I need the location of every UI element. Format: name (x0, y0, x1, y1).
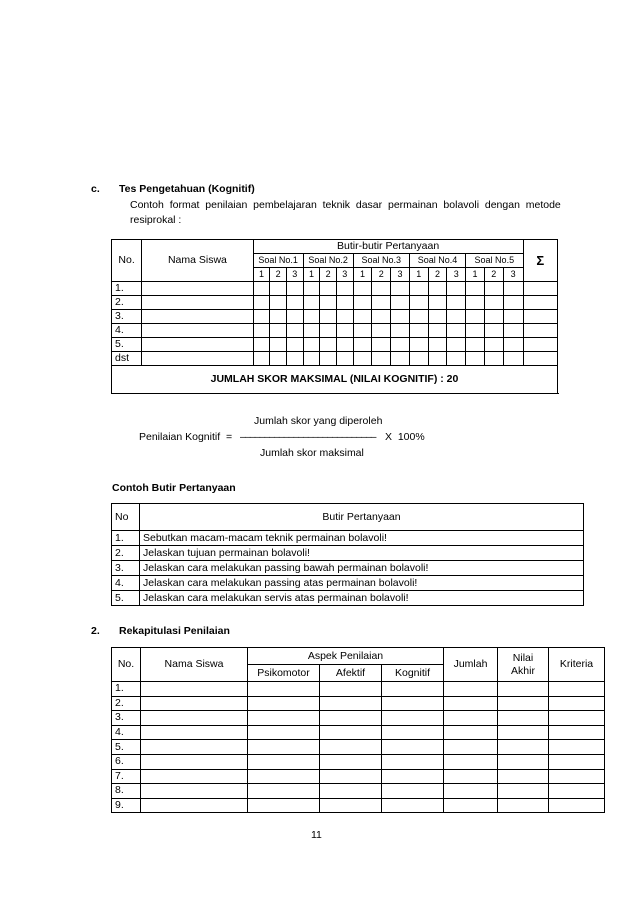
empty-cell (391, 282, 410, 296)
empty-cell (270, 338, 287, 352)
table-row (112, 725, 605, 740)
empty-cell (523, 282, 557, 296)
empty-cell (444, 682, 498, 697)
empty-cell (320, 740, 382, 755)
table-row (112, 740, 605, 755)
empty-cell (391, 352, 410, 366)
empty-cell (484, 296, 503, 310)
section-c-marker: c. (91, 183, 100, 195)
empty-cell (248, 711, 320, 726)
empty-cell (353, 310, 372, 324)
kognitif-footer: JUMLAH SKOR MAKSIMAL (NILAI KOGNITIF) : 20 (112, 366, 558, 394)
empty-cell (523, 310, 557, 324)
formula-dashes: –––––––––––––––––––––––––––– (240, 431, 376, 443)
row-number: 4. (112, 324, 142, 338)
soal-header: Soal No.2 (303, 254, 353, 268)
empty-cell (503, 282, 523, 296)
empty-cell (484, 324, 503, 338)
empty-cell (466, 310, 485, 324)
section-c-intro-line2: resiprokal : (130, 214, 182, 226)
empty-cell (444, 725, 498, 740)
row-number: 5. (112, 740, 141, 755)
empty-cell (141, 682, 248, 697)
empty-cell (270, 282, 287, 296)
empty-cell (428, 324, 447, 338)
empty-cell (549, 696, 605, 711)
empty-cell (320, 682, 382, 697)
empty-cell (372, 296, 391, 310)
table-row (112, 754, 605, 769)
empty-cell (141, 769, 248, 784)
table-row (112, 696, 605, 711)
row-number: 4. (112, 725, 141, 740)
kognitif-table (111, 239, 558, 394)
empty-cell (466, 338, 485, 352)
empty-cell (444, 798, 498, 813)
empty-cell (409, 352, 428, 366)
empty-cell (142, 296, 253, 310)
empty-cell (484, 282, 503, 296)
sub-header: 2 (270, 268, 287, 282)
empty-cell (303, 310, 320, 324)
empty-cell (372, 310, 391, 324)
empty-cell (248, 769, 320, 784)
row-number: 2. (112, 296, 142, 310)
empty-cell (320, 784, 382, 799)
section-2-title: Rekapitulasi Penilaian (119, 625, 230, 637)
row-number: 6. (112, 754, 141, 769)
empty-cell (353, 338, 372, 352)
empty-cell (466, 282, 485, 296)
table-row (112, 324, 558, 338)
empty-cell (444, 784, 498, 799)
rekap-table (111, 647, 605, 813)
sub-header: 3 (336, 268, 353, 282)
empty-cell (336, 310, 353, 324)
empty-cell (320, 798, 382, 813)
empty-cell (484, 310, 503, 324)
empty-cell (336, 352, 353, 366)
section-c-title: Tes Pengetahuan (Kognitif) (119, 183, 255, 195)
empty-cell (447, 282, 466, 296)
empty-cell (428, 282, 447, 296)
empty-cell (253, 310, 270, 324)
empty-cell (372, 324, 391, 338)
empty-cell (142, 352, 253, 366)
empty-cell (320, 282, 337, 296)
empty-cell (320, 296, 337, 310)
aspek-header: Afektif (320, 665, 382, 682)
empty-cell (466, 296, 485, 310)
empty-cell (353, 296, 372, 310)
empty-cell (428, 338, 447, 352)
empty-cell (498, 725, 549, 740)
table-row (112, 798, 605, 813)
empty-cell (549, 769, 605, 784)
empty-cell (270, 352, 287, 366)
section-2-marker: 2. (91, 625, 100, 637)
empty-cell (444, 769, 498, 784)
formula-numerator: Jumlah skor yang diperoleh (254, 415, 383, 427)
empty-cell (248, 754, 320, 769)
empty-cell (549, 740, 605, 755)
empty-cell (141, 696, 248, 711)
question-text: Jelaskan cara melakukan passing bawah permainan bolavoli! (140, 561, 584, 576)
row-number: 5. (112, 591, 140, 606)
empty-cell (253, 296, 270, 310)
soal-header: Soal No.3 (353, 254, 409, 268)
formula-times: X 100% (385, 431, 425, 443)
empty-cell (444, 754, 498, 769)
empty-cell (320, 725, 382, 740)
empty-cell (498, 711, 549, 726)
empty-cell (303, 296, 320, 310)
empty-cell (286, 310, 303, 324)
aspek-header: Psikomotor (248, 665, 320, 682)
table-row (112, 531, 584, 546)
row-number: 2. (112, 546, 140, 561)
table-row (112, 282, 558, 296)
empty-cell (549, 682, 605, 697)
col-butir-header: Butir Pertanyaan (140, 504, 584, 531)
empty-cell (382, 725, 444, 740)
page-number: 11 (311, 829, 322, 841)
empty-cell (336, 338, 353, 352)
empty-cell (142, 310, 253, 324)
empty-cell (409, 310, 428, 324)
sub-header: 1 (303, 268, 320, 282)
empty-cell (372, 338, 391, 352)
empty-cell (353, 324, 372, 338)
row-number: 3. (112, 561, 140, 576)
empty-cell (503, 324, 523, 338)
empty-cell (270, 324, 287, 338)
empty-cell (382, 798, 444, 813)
empty-cell (141, 725, 248, 740)
sub-header: 1 (409, 268, 428, 282)
nilai-akhir-header (498, 648, 549, 682)
empty-cell (286, 324, 303, 338)
row-number: 1. (112, 282, 142, 296)
aspek-group-header: Aspek Penilaian (248, 648, 444, 665)
empty-cell (320, 338, 337, 352)
empty-cell (523, 352, 557, 366)
sub-header: 1 (466, 268, 485, 282)
empty-cell (353, 282, 372, 296)
empty-cell (391, 296, 410, 310)
sub-header: 2 (428, 268, 447, 282)
empty-cell (498, 682, 549, 697)
sub-header: 3 (447, 268, 466, 282)
table-row (112, 546, 584, 561)
table-row (112, 352, 558, 366)
table-row (112, 561, 584, 576)
empty-cell (503, 338, 523, 352)
section-c-intro-line1: Contoh format penilaian pembelajaran teknik dasar permainan bolavoli dengan metode (130, 199, 561, 211)
empty-cell (303, 282, 320, 296)
empty-cell (248, 725, 320, 740)
butir-heading: Contoh Butir Pertanyaan (112, 482, 236, 494)
table-header-row (112, 504, 584, 531)
empty-cell (270, 296, 287, 310)
akhir-label: Akhir (511, 664, 535, 677)
empty-cell (447, 296, 466, 310)
table-row (112, 296, 558, 310)
empty-cell (286, 352, 303, 366)
table-row (112, 682, 605, 697)
empty-cell (382, 682, 444, 697)
soal-header: Soal No.5 (466, 254, 523, 268)
soal-header: Soal No.1 (253, 254, 303, 268)
empty-cell (391, 310, 410, 324)
empty-cell (428, 310, 447, 324)
empty-cell (409, 282, 428, 296)
empty-cell (549, 784, 605, 799)
sub-header: 2 (372, 268, 391, 282)
empty-cell (141, 784, 248, 799)
empty-cell (498, 784, 549, 799)
sub-header: 3 (391, 268, 410, 282)
empty-cell (409, 324, 428, 338)
empty-cell (523, 296, 557, 310)
sub-header: 3 (286, 268, 303, 282)
empty-cell (484, 352, 503, 366)
row-number: 4. (112, 576, 140, 591)
empty-cell (444, 711, 498, 726)
empty-cell (523, 324, 557, 338)
empty-cell (142, 324, 253, 338)
empty-cell (428, 296, 447, 310)
empty-cell (447, 352, 466, 366)
empty-cell (428, 352, 447, 366)
question-text: Sebutkan macam-macam teknik permainan bolavoli! (140, 531, 584, 546)
empty-cell (549, 754, 605, 769)
empty-cell (444, 740, 498, 755)
empty-cell (253, 282, 270, 296)
formula-label: Penilaian Kognitif = (139, 431, 233, 443)
row-number: 5. (112, 338, 142, 352)
empty-cell (382, 696, 444, 711)
table-header-row (112, 648, 605, 665)
empty-cell (248, 682, 320, 697)
empty-cell (303, 352, 320, 366)
empty-cell (320, 324, 337, 338)
empty-cell (498, 696, 549, 711)
empty-cell (248, 784, 320, 799)
empty-cell (141, 754, 248, 769)
empty-cell (248, 740, 320, 755)
butir-table (111, 503, 584, 606)
row-number: 3. (112, 310, 142, 324)
empty-cell (336, 282, 353, 296)
aspek-header: Kognitif (382, 665, 444, 682)
empty-cell (286, 282, 303, 296)
empty-cell (141, 740, 248, 755)
question-text: Jelaskan cara melakukan servis atas permainan bolavoli! (140, 591, 584, 606)
empty-cell (142, 282, 253, 296)
empty-cell (409, 338, 428, 352)
row-number: 1. (112, 682, 141, 697)
empty-cell (320, 769, 382, 784)
table-footer-row (112, 366, 558, 394)
sub-header: 2 (320, 268, 337, 282)
empty-cell (498, 769, 549, 784)
empty-cell (320, 352, 337, 366)
empty-cell (320, 754, 382, 769)
empty-cell (391, 338, 410, 352)
table-row (112, 769, 605, 784)
empty-cell (320, 711, 382, 726)
nilai-label: Nilai (512, 651, 534, 664)
row-number: 7. (112, 769, 141, 784)
empty-cell (336, 296, 353, 310)
empty-cell (382, 754, 444, 769)
empty-cell (270, 310, 287, 324)
empty-cell (253, 352, 270, 366)
soal-header: Soal No.4 (409, 254, 465, 268)
question-text: Jelaskan tujuan permainan bolavoli! (140, 546, 584, 561)
empty-cell (372, 282, 391, 296)
empty-cell (503, 296, 523, 310)
empty-cell (382, 784, 444, 799)
empty-cell (141, 711, 248, 726)
empty-cell (466, 352, 485, 366)
row-number: 8. (112, 784, 141, 799)
butir-group-header: Butir-butir Pertanyaan (253, 240, 523, 254)
empty-cell (503, 352, 523, 366)
empty-cell (498, 798, 549, 813)
empty-cell (444, 696, 498, 711)
empty-cell (286, 338, 303, 352)
jumlah-header: Jumlah (444, 648, 498, 682)
table-row (112, 711, 605, 726)
empty-cell (336, 324, 353, 338)
sub-header: 1 (253, 268, 270, 282)
sigma-header: Σ (523, 240, 557, 282)
empty-cell (391, 324, 410, 338)
empty-cell (382, 740, 444, 755)
row-number: 2. (112, 696, 141, 711)
formula-denominator: Jumlah skor maksimal (260, 447, 364, 459)
empty-cell (372, 352, 391, 366)
empty-cell (523, 338, 557, 352)
empty-cell (253, 324, 270, 338)
kriteria-header: Kriteria (549, 648, 605, 682)
empty-cell (382, 769, 444, 784)
empty-cell (142, 338, 253, 352)
table-row (112, 338, 558, 352)
empty-cell (303, 338, 320, 352)
sub-header: 1 (353, 268, 372, 282)
row-number: 9. (112, 798, 141, 813)
empty-cell (447, 324, 466, 338)
empty-cell (409, 296, 428, 310)
col-nama-header: Nama Siswa (141, 648, 248, 682)
empty-cell (549, 798, 605, 813)
empty-cell (484, 338, 503, 352)
empty-cell (447, 338, 466, 352)
row-number: dst (112, 352, 142, 366)
empty-cell (286, 296, 303, 310)
empty-cell (248, 798, 320, 813)
table-row (112, 576, 584, 591)
col-no-header: No (112, 504, 140, 531)
col-no-header: No. (112, 240, 142, 282)
empty-cell (320, 696, 382, 711)
empty-cell (498, 754, 549, 769)
table-header-row (112, 240, 558, 254)
table-row (112, 784, 605, 799)
sub-header: 3 (503, 268, 523, 282)
empty-cell (447, 310, 466, 324)
empty-cell (466, 324, 485, 338)
row-number: 1. (112, 531, 140, 546)
empty-cell (498, 740, 549, 755)
sub-header: 2 (484, 268, 503, 282)
empty-cell (303, 324, 320, 338)
col-no-header: No. (112, 648, 141, 682)
empty-cell (141, 798, 248, 813)
empty-cell (253, 338, 270, 352)
empty-cell (503, 310, 523, 324)
empty-cell (320, 310, 337, 324)
empty-cell (549, 725, 605, 740)
empty-cell (353, 352, 372, 366)
table-row (112, 591, 584, 606)
col-nama-header: Nama Siswa (142, 240, 253, 282)
table-row (112, 310, 558, 324)
empty-cell (549, 711, 605, 726)
row-number: 3. (112, 711, 141, 726)
empty-cell (248, 696, 320, 711)
question-text: Jelaskan cara melakukan passing atas permainan bolavoli! (140, 576, 584, 591)
empty-cell (382, 711, 444, 726)
